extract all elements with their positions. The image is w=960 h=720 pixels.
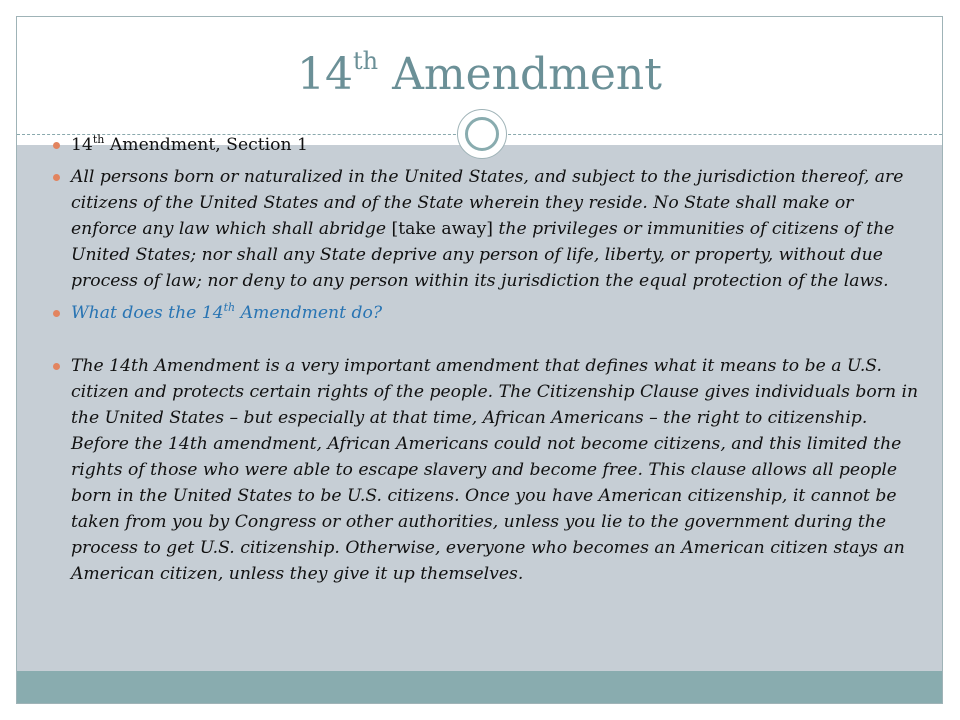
slide-title (17, 49, 942, 102)
amendment-text-part-2: the privileges or immunities of citizens of the United States; nor shall any State deprive any person of life, liberty, or property, without due process of law; nor deny to any person within its jurisdiction the equal protection of the laws. (71, 219, 895, 291)
bullet-amendment-text (51, 164, 921, 294)
bullet-1-text: Amendment, Section 1 (104, 135, 308, 155)
slide (16, 16, 943, 704)
bullet-1-number: 14 (71, 135, 93, 155)
bullet-section-heading (51, 132, 921, 158)
footer-band (17, 671, 942, 704)
title-text: Amendment (378, 49, 662, 100)
explanation-text: The 14th Amendment is a very important amendment that defines what it means to be a U.S. citizen and protects certain rights of the people. The Citizenship Clause gives individuals born in the United States – but especially at that time, African Americans – the right to citizenship. Before the 14th amendment, African Americans could not become citizens, and this limited the rights of those who were able to escape slavery and become free. This clause allows all people born in the United States to be U.S. citizens. Once you have American citizenship, it cannot be taken from you by Congress or other authorities, unless you lie to the government during the process to get U.S. citizenship. Otherwise, everyone who becomes an American citizen stays an American citizen, unless they give it up themselves. (71, 356, 919, 584)
question-text-start: What does the 14 (71, 303, 224, 323)
question-text-end: Amendment do? (235, 303, 383, 323)
question-superscript: th (223, 301, 236, 314)
amendment-text-part-1: All persons born or naturalized in the United States, and subject to the jurisdiction thereof, are citizens of the United States and of the State wherein they reside. No State shall make or enforce any law which shall abridge (71, 167, 904, 239)
bullet-question (51, 300, 921, 326)
bullet-1-superscript: th (92, 133, 105, 146)
bullet-list (51, 132, 921, 587)
bullet-explanation (51, 353, 921, 587)
title-number: 14 (297, 49, 354, 100)
bracket-note: [take away] (391, 219, 494, 239)
title-superscript: th (353, 47, 379, 75)
